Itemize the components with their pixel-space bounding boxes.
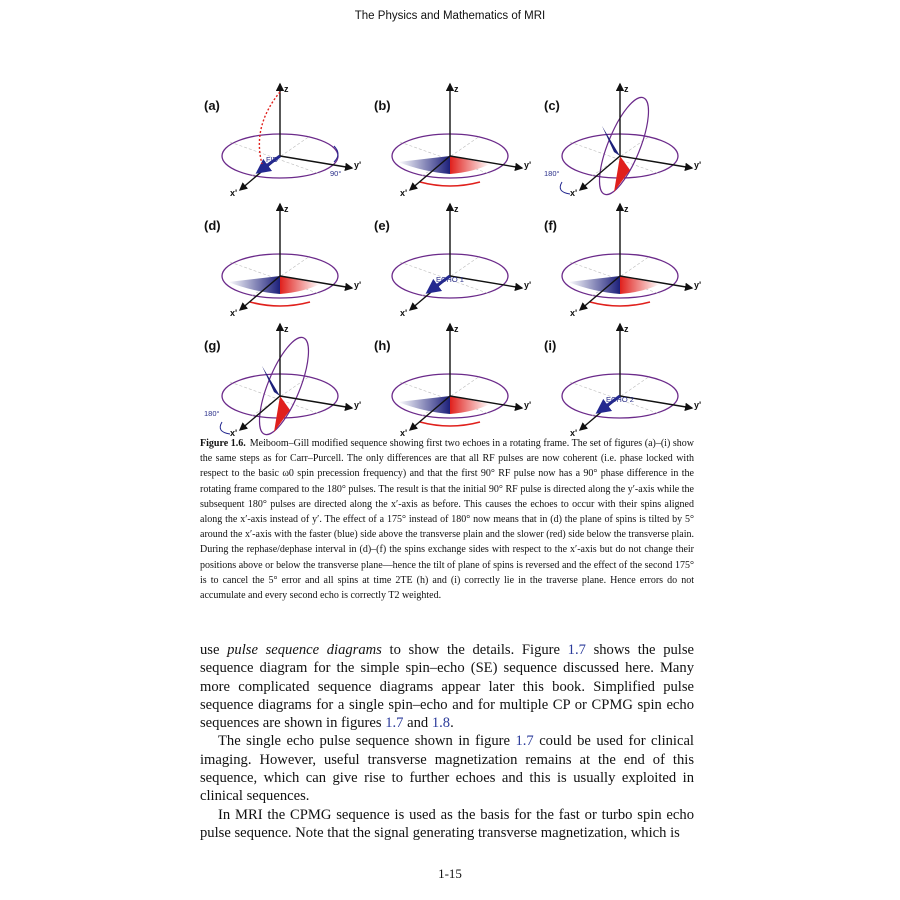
svg-text:z: z <box>624 324 629 334</box>
angle-label: 90° <box>330 169 342 178</box>
panel-label: (f) <box>544 218 557 233</box>
panel-label: (c) <box>544 98 560 113</box>
figure-panel <box>540 78 700 196</box>
running-head: The Physics and Mathematics of MRI <box>354 10 546 22</box>
spin-diagram <box>200 318 360 436</box>
svg-text:x': x' <box>230 308 238 318</box>
svg-text:z: z <box>454 84 459 94</box>
svg-text:y': y' <box>524 280 532 290</box>
panel-label: (b) <box>374 98 391 113</box>
svg-text:y': y' <box>694 280 702 290</box>
svg-text:x': x' <box>400 188 408 198</box>
figure-panel <box>200 198 360 316</box>
vector-label: ECHO 2 <box>606 395 634 404</box>
svg-text:z: z <box>454 324 459 334</box>
page-number: 1-15 <box>438 866 462 881</box>
spin-diagram <box>370 78 530 196</box>
spin-diagram <box>540 318 700 436</box>
panel-label: (g) <box>204 338 221 353</box>
svg-text:z: z <box>624 204 629 214</box>
spin-diagram <box>540 78 700 196</box>
svg-text:y': y' <box>354 160 362 170</box>
text-run: and <box>403 715 432 732</box>
figure-panel <box>540 318 700 436</box>
svg-text:z: z <box>284 324 289 334</box>
spin-diagram <box>540 198 700 316</box>
svg-text:y': y' <box>354 400 362 410</box>
angle-label: 180° <box>544 169 560 178</box>
text-run: The single echo pulse sequence shown in figure <box>218 733 516 750</box>
text-run: . <box>450 715 454 732</box>
panel-label: (d) <box>204 218 221 233</box>
vector-label: FID <box>266 155 279 164</box>
figure-caption <box>200 436 694 603</box>
svg-text:z: z <box>284 84 289 94</box>
svg-text:x': x' <box>400 428 408 438</box>
body-text <box>200 641 694 842</box>
spin-diagram <box>200 78 360 196</box>
panel-label: (e) <box>374 218 390 233</box>
text-run: to show the details. Figure <box>381 642 568 658</box>
angle-label: 180° <box>204 409 220 418</box>
panel-label: (i) <box>544 338 557 353</box>
svg-text:x': x' <box>570 428 578 438</box>
svg-text:y': y' <box>694 160 702 170</box>
text-run: shows the pulse sequence diagram for the simple spin–echo (SE) sequence discussed here. Many more complicated sequence diagrams appear later this book. Simplified pulse sequence diagrams for a single spin–echo and for multiple CP or CPMG spin echo sequences are shown in figures <box>200 642 695 732</box>
paragraph-2 <box>200 732 694 805</box>
figure-panel <box>370 78 530 196</box>
svg-text:x': x' <box>570 188 578 198</box>
caption-text: Meiboom–Gill modified sequence showing first two echoes in a rotating frame. The set of figures (a)–(i) show the same steps as for Carr–Purcell. The only differences are that all RF pulses are now coherent (i.e. phase locked with respect to the basic ω0 spin precession frequency) and that the first 90° RF pulse now has a 90° phase difference in the rotating frame compared to the 180° pulses. The result is that the initial 90° RF pulse is directed along the y′-axis while the subsequent 180° pulses are directed along the x′-axis as before. This causes the echoes to occur with their spins aligned along the x′-axis instead of y′. The effect of a 175° instead of 180° now means that in (d) the plane of spins is tilted by 5° around the x′-axis with the faster (blue) side above the transverse plain and the slower (red) side below the transverse plain. During the rephase/dephase interval in (d)–(f) the spins exchange sides with respect to the x′-axis but do not change their positions above or below the transverse plane—hence the tilt of plane of spins is reversed and the effect of the second 175° is to cancel the 5° error and all spins at time 2TE (h) and (i) correctly lie in the traverse plane. Hence errors do not accumulate and every second echo is correctly T2 weighted. <box>200 438 694 602</box>
figure-panel <box>370 198 530 316</box>
svg-text:x': x' <box>570 308 578 318</box>
figure-ref-link[interactable]: 1.7 <box>567 642 586 658</box>
svg-text:y': y' <box>694 400 702 410</box>
caption-label: Figure 1.6. <box>200 438 246 449</box>
emphasis: pulse sequence diagrams <box>227 642 382 658</box>
svg-text:z: z <box>284 204 289 214</box>
spin-diagram <box>200 198 360 316</box>
spin-diagram <box>370 318 530 436</box>
paragraph-1 <box>200 641 694 732</box>
svg-text:x': x' <box>230 188 238 198</box>
svg-text:z: z <box>624 84 629 94</box>
text-run: use <box>200 642 228 658</box>
panel-label: (h) <box>374 338 391 353</box>
figure-panel <box>540 198 700 316</box>
text-run: could be used for clinical imaging. However, useful transverse magnetization remains at the end of this sequence, which can give rise to further echoes and this is usually exploited in clinical sequences. <box>200 733 694 805</box>
figure-panel <box>370 318 530 436</box>
svg-text:z: z <box>454 204 459 214</box>
svg-text:y': y' <box>524 400 532 410</box>
figure-panel <box>200 78 360 196</box>
panel-label: (a) <box>204 98 220 113</box>
figure-1-6 <box>200 78 708 438</box>
spin-diagram <box>370 198 530 316</box>
figure-ref-link[interactable]: 1.7 <box>515 733 534 750</box>
svg-text:y': y' <box>354 280 362 290</box>
figure-ref-link[interactable]: 1.8 <box>431 715 451 732</box>
svg-text:x': x' <box>400 308 408 318</box>
paragraph-3: In MRI the CPMG sequence is used as the basis for the fast or turbo spin echo pulse sequence. Note that the signal generating transverse magnetization, which is <box>200 806 694 841</box>
figure-ref-link[interactable]: 1.7 <box>385 715 404 732</box>
svg-text:x': x' <box>230 428 238 438</box>
vector-label: ECHO 1 <box>436 275 464 284</box>
svg-text:y': y' <box>524 160 532 170</box>
figure-panel <box>200 318 360 436</box>
